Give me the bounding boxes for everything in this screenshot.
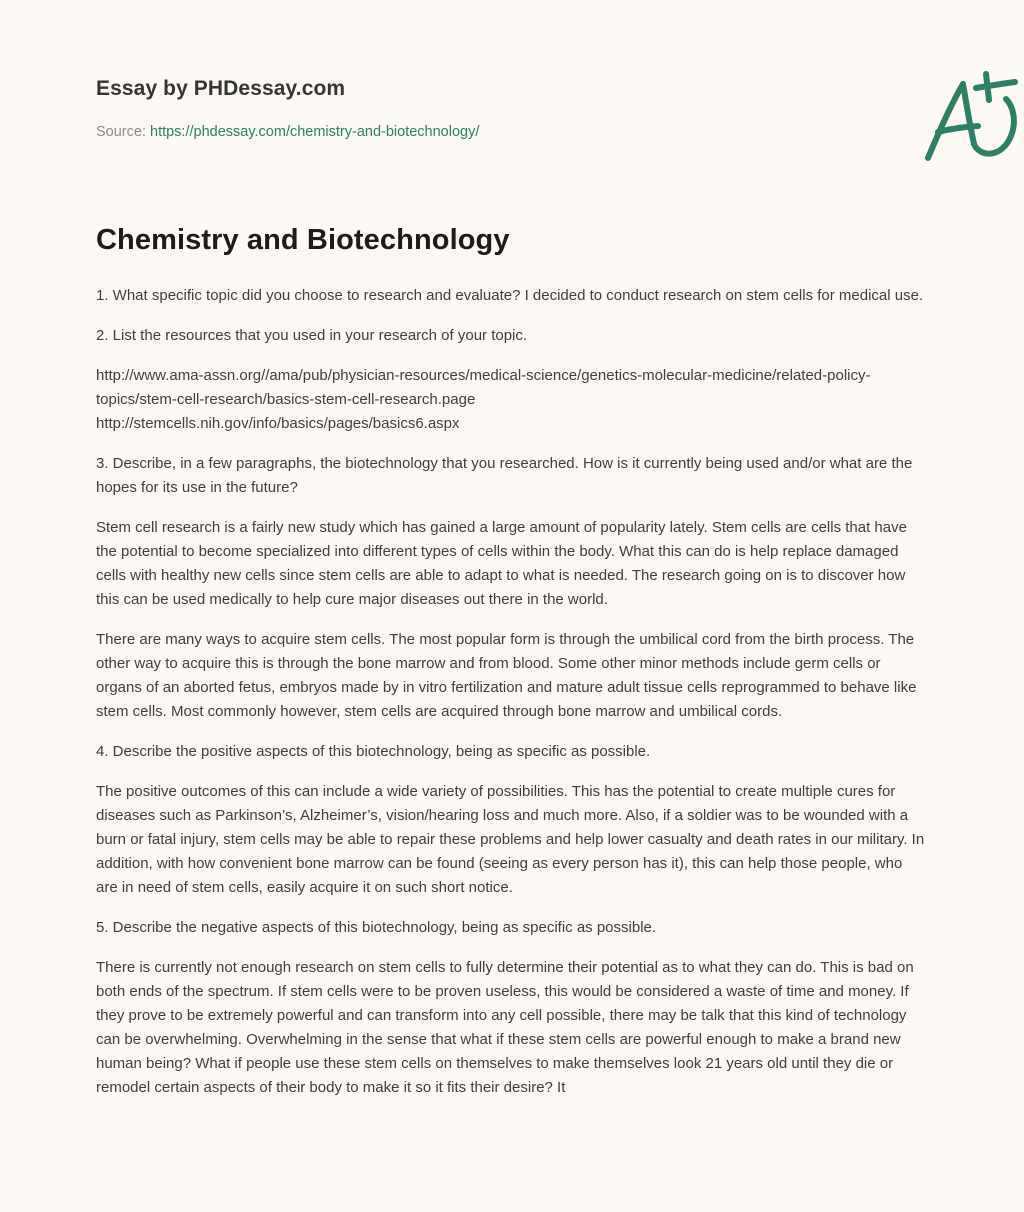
answer-paragraph: The positive outcomes of this can include a wide variety of possibilities. This has the potential to create multiple cures for diseases such as Parkinson’s, Alzheimer’s, vision/hearing loss and much more. Also, if a soldier was to be wounded with a burn or fatal injury, stem cells may be able to repair these problems and help lower casualty and death rates in our military. In addition, with how convenient bone marrow can be found (seeing as every person has it), this can help those people, who are in need of stem cells, easily acquire it on such short notice. (96, 783, 925, 896)
resources-list (96, 364, 926, 436)
source-link[interactable]: https://phdessay.com/chemistry-and-biotechnology/ (150, 124, 480, 140)
question-4: 4. Describe the positive aspects of this biotechnology, being as specific as possible. (96, 743, 651, 760)
answer-paragraph: There are many ways to acquire stem cells. The most popular form is through the umbilical cord from the birth process. The other way to acquire this is through the bone marrow and from blood. Some other minor methods include germ cells or organs of an aborted fetus, embryos made by in vitro fertilization and mature adult tissue cells reprogrammed to behave like stem cells. Most commonly however, stem cells are acquired through bone marrow and umbilical cords. (96, 631, 917, 720)
resource-link[interactable]: http://stemcells.nih.gov/info/basics/pages/basics6.aspx (96, 415, 460, 432)
resource-link[interactable]: http://www.ama-assn.org//ama/pub/physician-resources/medical-science/genetics-molecular-medicine/related-policy-topics/stem-cell-research/basics-stem-cell-research.page (96, 367, 871, 408)
question-1: 1. What specific topic did you choose to research and evaluate? I decided to conduct research on stem cells for medical use. (96, 287, 924, 304)
question-3: 3. Describe, in a few paragraphs, the biotechnology that you researched. How is it currently being used and/or what are the hopes for its use in the future? (96, 455, 913, 496)
question-5: 5. Describe the negative aspects of this biotechnology, being as specific as possible. (96, 919, 657, 936)
essay-body (96, 284, 926, 1116)
essay-title: Chemistry and Biotechnology (96, 224, 510, 256)
question-2: 2. List the resources that you used in your research of your topic. (96, 327, 528, 344)
brand-title: Essay by PHDessay.com (96, 77, 346, 100)
answer-paragraph: There is currently not enough research on stem cells to fully determine their potential as to what they can do. This is bad on both ends of the spectrum. If stem cells were to be proven useless, this would be considered a waste of time and money. If they prove to be extremely powerful and can transform into any cell possible, there may be talk that this kind of technology can be overwhelming. Overwhelming in the sense that what if these stem cells are powerful enough to make a brand new human being? What if people use these stem cells on themselves to make themselves look 21 years old until they die or remodel certain aspects of their body to make it so it fits their desire? It (96, 959, 914, 1096)
source-line (96, 124, 479, 140)
source-label: Source: (96, 124, 150, 140)
answer-paragraph: Stem cell research is a fairly new study which has gained a large amount of popularity lately. Stem cells are cells that have the potential to become specialized into different types of cells within the body. What this can do is help replace damaged cells with healthy new cells since stem cells are able to adapt to what is needed. The research going on is to discover how this can be used medically to help cure major diseases out there in the world. (96, 519, 907, 608)
a-plus-grade-icon (916, 66, 1024, 166)
